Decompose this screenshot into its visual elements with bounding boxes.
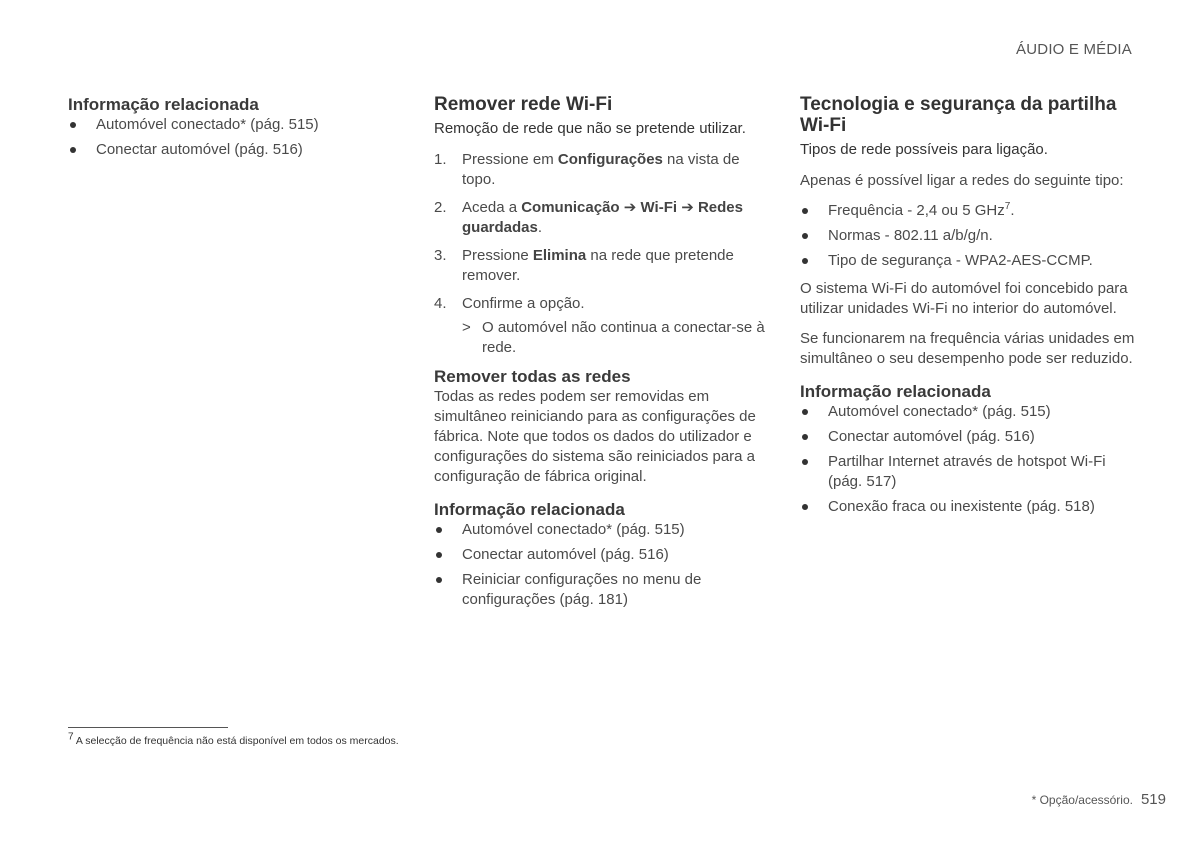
related-links-list	[68, 115, 368, 160]
related-link[interactable]: Conectar automóvel (pág. 516)	[68, 140, 368, 160]
menu-term: Comunicação	[521, 199, 620, 216]
step-text: Confirme a opção.	[462, 295, 585, 312]
footnote-marker: 7	[68, 731, 74, 743]
body-text: Se funcionarem na frequência várias unidades em simultâneo o seu desempenho pode ser reduzido.	[800, 330, 1135, 367]
step-item	[434, 294, 769, 358]
related-info-heading: Informação relacionada	[800, 382, 991, 401]
footnote-text: A selecção de frequência não está disponível em todos os mercados.	[73, 735, 399, 747]
step-item	[434, 198, 769, 238]
column-left	[68, 94, 368, 168]
steps-list	[434, 150, 769, 358]
section-title: Tecnologia e segurança da partilha Wi-Fi	[800, 94, 1117, 136]
step-item	[434, 150, 769, 190]
step-text: Pressione em	[462, 151, 558, 168]
column-right	[800, 94, 1135, 525]
related-info-heading: Informação relacionada	[68, 95, 259, 114]
related-info-heading: Informação relacionada	[434, 500, 625, 519]
step-text: Aceda a	[462, 199, 522, 216]
related-link[interactable]: Conectar automóvel (pág. 516)	[434, 545, 769, 565]
section-intro: Tipos de rede possíveis para ligação.	[800, 141, 1048, 158]
step-text: Pressione	[462, 247, 533, 264]
step-text: .	[537, 219, 543, 236]
menu-term: Elimina	[532, 247, 587, 264]
step-number: 4.	[434, 295, 447, 312]
body-text: O sistema Wi-Fi do automóvel foi concebido para utilizar unidades Wi-Fi no interior do automóvel.	[800, 280, 1128, 317]
network-type-list	[800, 201, 1135, 271]
subsection-heading: Remover todas as redes	[434, 367, 631, 386]
body-text: Apenas é possível ligar a redes do seguinte tipo:	[800, 172, 1124, 189]
step-number: 2.	[434, 199, 447, 216]
menu-term: Redes guardadas	[462, 199, 743, 236]
related-link[interactable]: Automóvel conectado* (pág. 515)	[800, 402, 1135, 422]
footnote-divider	[68, 727, 228, 728]
related-links-list	[434, 520, 769, 610]
arrow-icon: ➔	[623, 199, 637, 216]
related-link[interactable]: Automóvel conectado* (pág. 515)	[434, 520, 769, 540]
step-number: 3.	[434, 247, 447, 264]
section-intro: Remoção de rede que não se pretende utilizar.	[434, 120, 746, 137]
section-title: Remover rede Wi-Fi	[434, 94, 613, 115]
list-item	[800, 201, 1135, 221]
footnote-ref: 7	[1004, 201, 1011, 212]
item-text: .	[1010, 202, 1015, 219]
related-link[interactable]: Conectar automóvel (pág. 516)	[800, 427, 1135, 447]
related-link[interactable]: Partilhar Internet através de hotspot Wi-Fi (pág. 517)	[800, 452, 1135, 492]
list-item: Tipo de segurança - WPA2-AES-CCMP.	[800, 251, 1135, 271]
option-note: * Opção/acessório.	[1031, 793, 1133, 807]
step-item	[434, 246, 769, 286]
menu-term: Configurações	[557, 151, 663, 168]
step-number: 1.	[434, 151, 447, 168]
result-text: O automóvel não continua a conectar-se à rede.	[482, 319, 765, 356]
page-number: 519	[1140, 791, 1166, 808]
item-text: Frequência - 2,4 ou 5 GHz	[828, 202, 1005, 219]
list-item: Normas - 802.11 a/b/g/n.	[800, 226, 1135, 246]
footnote	[68, 731, 399, 751]
related-link[interactable]: Conexão fraca ou inexistente (pág. 518)	[800, 497, 1135, 517]
arrow-icon: ➔	[681, 199, 694, 216]
step-result	[462, 318, 769, 358]
related-links-list	[800, 402, 1135, 517]
column-middle	[434, 94, 769, 618]
step-text: na vista de topo.	[462, 151, 740, 188]
result-marker: >	[462, 319, 471, 336]
page-footer	[1032, 790, 1166, 810]
section-header: ÁUDIO E MÉDIA	[1016, 41, 1132, 58]
subsection-text: Todas as redes podem ser removidas em simultâneo reiniciando para as configurações de fábrica. Note que todos os dados do utilizador e configurações do sistema são reiniciados para a configuração de fábrica original.	[434, 388, 756, 485]
related-link[interactable]: Automóvel conectado* (pág. 515)	[68, 115, 368, 135]
related-link[interactable]: Reiniciar configurações no menu de configurações (pág. 181)	[434, 570, 769, 610]
menu-term: Wi-Fi	[640, 199, 678, 216]
step-text: na rede que pretende remover.	[462, 247, 734, 284]
